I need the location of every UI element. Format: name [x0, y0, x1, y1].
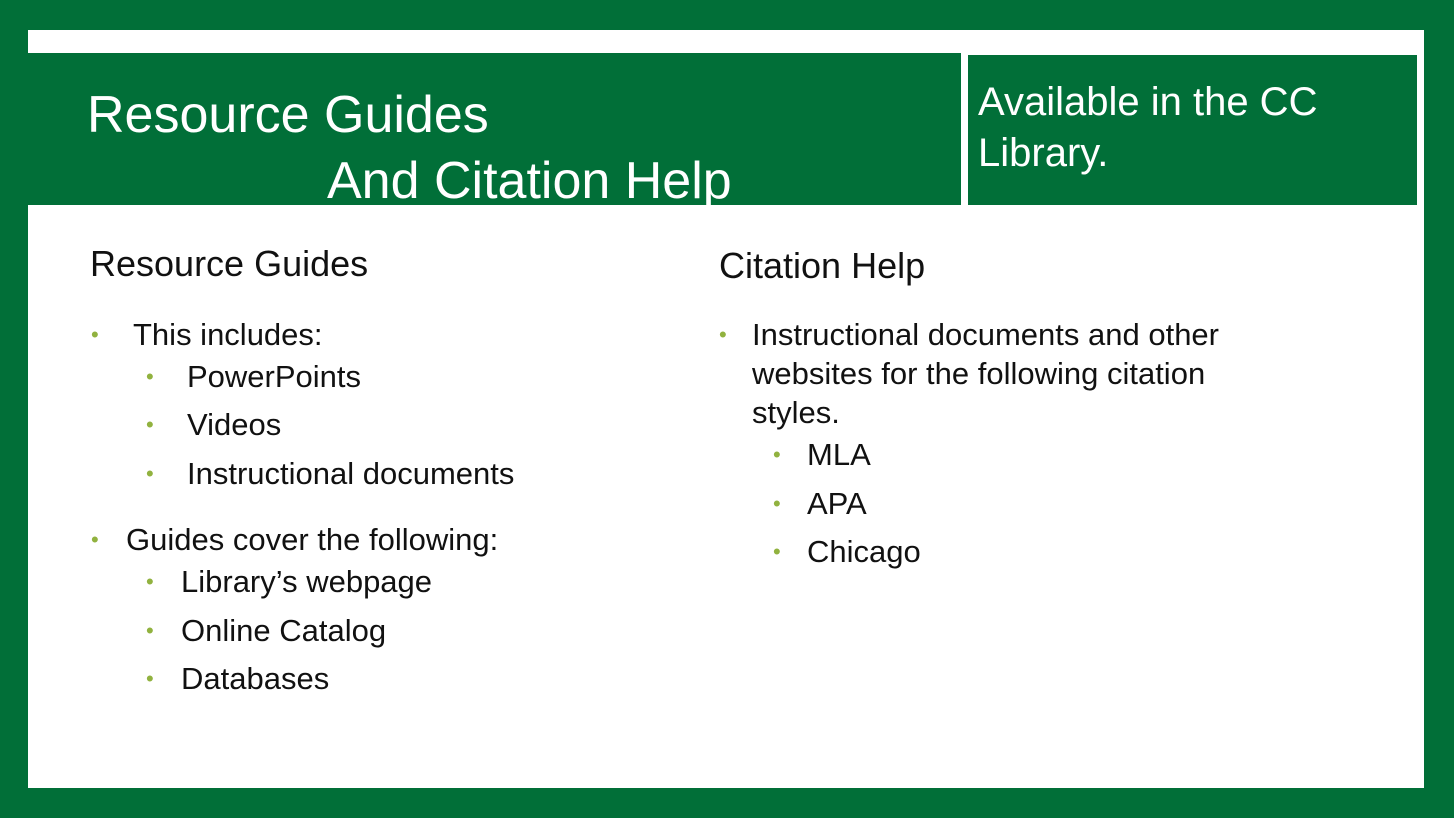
citation-style-chicago: Chicago	[807, 534, 921, 569]
covers-item-online-catalog: Online Catalog	[181, 613, 387, 648]
availability-text: Available in the CC Library.	[978, 80, 1318, 175]
includes-item-powerpoints: PowerPoints	[187, 359, 362, 394]
includes-item-instructional-documents: Instructional documents	[187, 456, 515, 491]
citation-style-apa: APA	[807, 486, 867, 521]
citation-style-mla: MLA	[807, 437, 871, 472]
bullet-dot: •	[773, 539, 781, 564]
bullet-dot: •	[719, 322, 727, 347]
bullet-dot: •	[91, 322, 99, 347]
slide-title-line2: And Citation Help	[327, 152, 732, 210]
availability-box	[968, 55, 1417, 205]
bullet-dot: •	[91, 527, 99, 552]
bullet-dot: •	[146, 461, 154, 486]
covers-label: Guides cover the following:	[126, 522, 499, 557]
citation-description: Instructional documents and other websites for the following citation styles.	[752, 317, 1219, 430]
title-banner	[28, 53, 961, 210]
bullet-dot: •	[146, 569, 154, 594]
covers-item-library-webpage: Library’s webpage	[181, 564, 433, 599]
bullet-dot: •	[773, 442, 781, 467]
includes-label: This includes:	[133, 317, 323, 352]
includes-item-videos: Videos	[187, 407, 282, 442]
bullet-dot: •	[146, 364, 154, 389]
slide	[28, 30, 1424, 788]
citation-help-heading: Citation Help	[719, 245, 926, 286]
bullet-dot: •	[146, 666, 154, 691]
bullet-dot: •	[146, 412, 154, 437]
covers-item-databases: Databases	[181, 661, 330, 696]
resource-guides-heading: Resource Guides	[90, 243, 369, 284]
slide-title-line1: Resource Guides	[87, 86, 489, 144]
bullet-dot: •	[773, 491, 781, 516]
bullet-dot: •	[146, 618, 154, 643]
